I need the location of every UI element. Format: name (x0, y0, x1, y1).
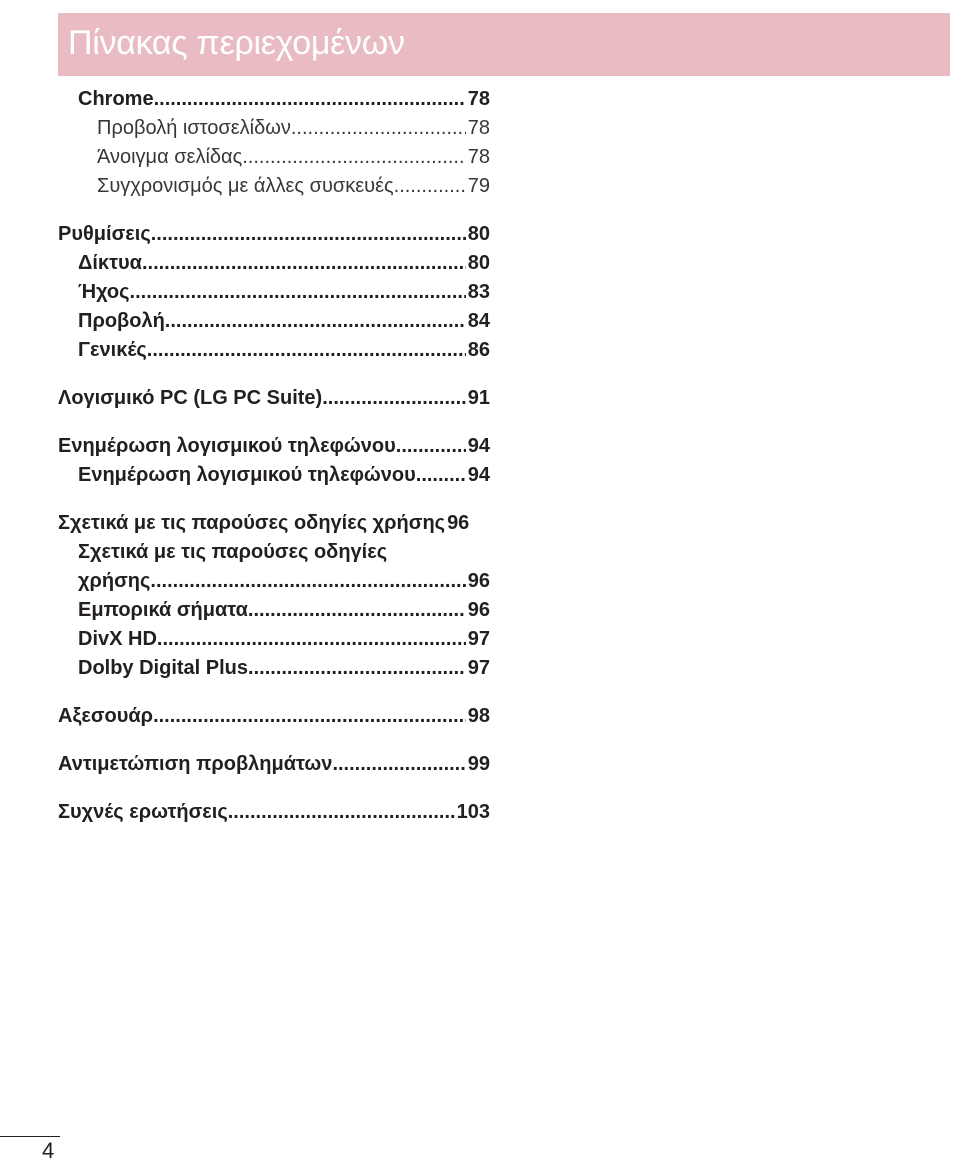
toc-entry-networks[interactable] (58, 249, 490, 278)
toc-entry-label: Ενημέρωση λογισμικού τηλεφώνου (58, 435, 396, 457)
toc-entry-pc-software[interactable] (58, 384, 490, 413)
toc-entry-label: DivX HD (78, 628, 157, 650)
toc-entry-software-update[interactable] (58, 432, 490, 461)
table-of-contents (58, 85, 490, 827)
toc-entry-page: 97 (467, 657, 490, 679)
dot-leader (416, 461, 466, 490)
toc-entry-troubleshooting[interactable] (58, 750, 490, 779)
toc-entry-page: 94 (467, 435, 490, 457)
dot-leader (322, 384, 466, 413)
toc-entry-label: Ήχος (78, 281, 130, 303)
dot-leader (332, 750, 465, 779)
toc-entry-label: Αντιμετώπιση προβλημάτων (58, 753, 333, 775)
toc-entry-about-guide[interactable] (58, 509, 490, 538)
toc-entry-page: 80 (467, 223, 490, 245)
toc-entry-label: Προβολή (78, 310, 165, 332)
toc-entry-label-line1: Σχετικά με τις παρούσες οδηγίες (78, 541, 388, 563)
page-title: Πίνακας περιεχομένων (68, 24, 405, 62)
toc-entry-display[interactable] (58, 307, 490, 336)
dot-leader (248, 654, 466, 683)
toc-entry-sync[interactable] (58, 172, 490, 201)
page-number: 4 (42, 1138, 55, 1163)
dot-leader (130, 278, 466, 307)
toc-entry-general[interactable] (58, 336, 490, 365)
toc-entry-label: Ενημέρωση λογισμικού τηλεφώνου (78, 464, 416, 486)
toc-entry-page: 96 (447, 512, 470, 534)
toc-entry-page: 98 (467, 705, 490, 727)
toc-entry-label: Δίκτυα (78, 252, 142, 274)
dot-leader (228, 798, 455, 827)
toc-entry-page: 79 (467, 175, 490, 197)
toc-entry-page: 97 (467, 628, 490, 650)
toc-entry-faq[interactable] (58, 798, 490, 827)
toc-entry-label: Συγχρονισμός με άλλες συσκευές (97, 175, 394, 197)
dot-leader (147, 336, 466, 365)
toc-entry-web-view[interactable] (58, 114, 490, 143)
toc-entry-page: 96 (467, 599, 490, 621)
footer-rule (0, 1136, 60, 1137)
toc-entry-label: Chrome (78, 88, 154, 110)
dot-leader (394, 172, 466, 201)
toc-entry-label: Λογισμικό PC (LG PC Suite) (58, 387, 323, 409)
dot-leader (150, 567, 465, 596)
toc-entry-software-update-sub[interactable] (58, 461, 490, 490)
toc-entry-page: 83 (467, 281, 490, 303)
dot-leader (142, 249, 466, 278)
toc-entry-page: 78 (467, 117, 490, 139)
toc-entry-page: 94 (467, 464, 490, 486)
toc-entry-page: 78 (467, 88, 490, 110)
toc-entry-chrome[interactable] (58, 85, 490, 114)
toc-entry-open-page[interactable] (58, 143, 490, 172)
toc-entry-sound[interactable] (58, 278, 490, 307)
toc-entry-accessories[interactable] (58, 702, 490, 731)
toc-entry-divx[interactable] (58, 625, 490, 654)
toc-entry-label: Άνοιγμα σελίδας (97, 146, 243, 168)
dot-leader (396, 432, 466, 461)
toc-entry-label: Dolby Digital Plus (78, 657, 249, 679)
dot-leader (291, 114, 466, 143)
toc-entry-label: Συχνές ερωτήσεις (58, 801, 228, 823)
toc-entry-about-guide-sub[interactable] (58, 538, 490, 596)
dot-leader (165, 307, 466, 336)
toc-entry-label-line2-row (58, 567, 490, 596)
dot-leader (242, 143, 466, 172)
toc-entry-label: χρήσης (78, 570, 151, 592)
toc-entry-label: Προβολή ιστοσελίδων (97, 117, 291, 139)
dot-leader (153, 702, 466, 731)
dot-leader (248, 596, 466, 625)
toc-entry-settings[interactable] (58, 220, 490, 249)
toc-entry-label: Αξεσουάρ (58, 705, 154, 727)
toc-header-banner (58, 13, 950, 76)
toc-entry-trademarks[interactable] (58, 596, 490, 625)
toc-entry-page: 84 (467, 310, 490, 332)
toc-entry-label: Ρυθμίσεις (58, 223, 151, 245)
toc-entry-page: 78 (467, 146, 490, 168)
toc-entry-page: 103 (456, 801, 490, 823)
dot-leader (157, 625, 466, 654)
toc-entry-label: Εμπορικά σήματα (78, 599, 248, 621)
dot-leader (151, 220, 466, 249)
toc-entry-page: 86 (467, 339, 490, 361)
toc-entry-label: Γενικές (78, 339, 147, 361)
toc-entry-page: 96 (467, 570, 490, 592)
toc-entry-page: 99 (467, 753, 490, 775)
toc-entry-page: 91 (467, 387, 490, 409)
toc-entry-dolby[interactable] (58, 654, 490, 683)
toc-entry-label: Σχετικά με τις παρούσες οδηγίες χρήσης (58, 512, 446, 534)
dot-leader (154, 85, 466, 114)
toc-entry-page: 80 (467, 252, 490, 274)
